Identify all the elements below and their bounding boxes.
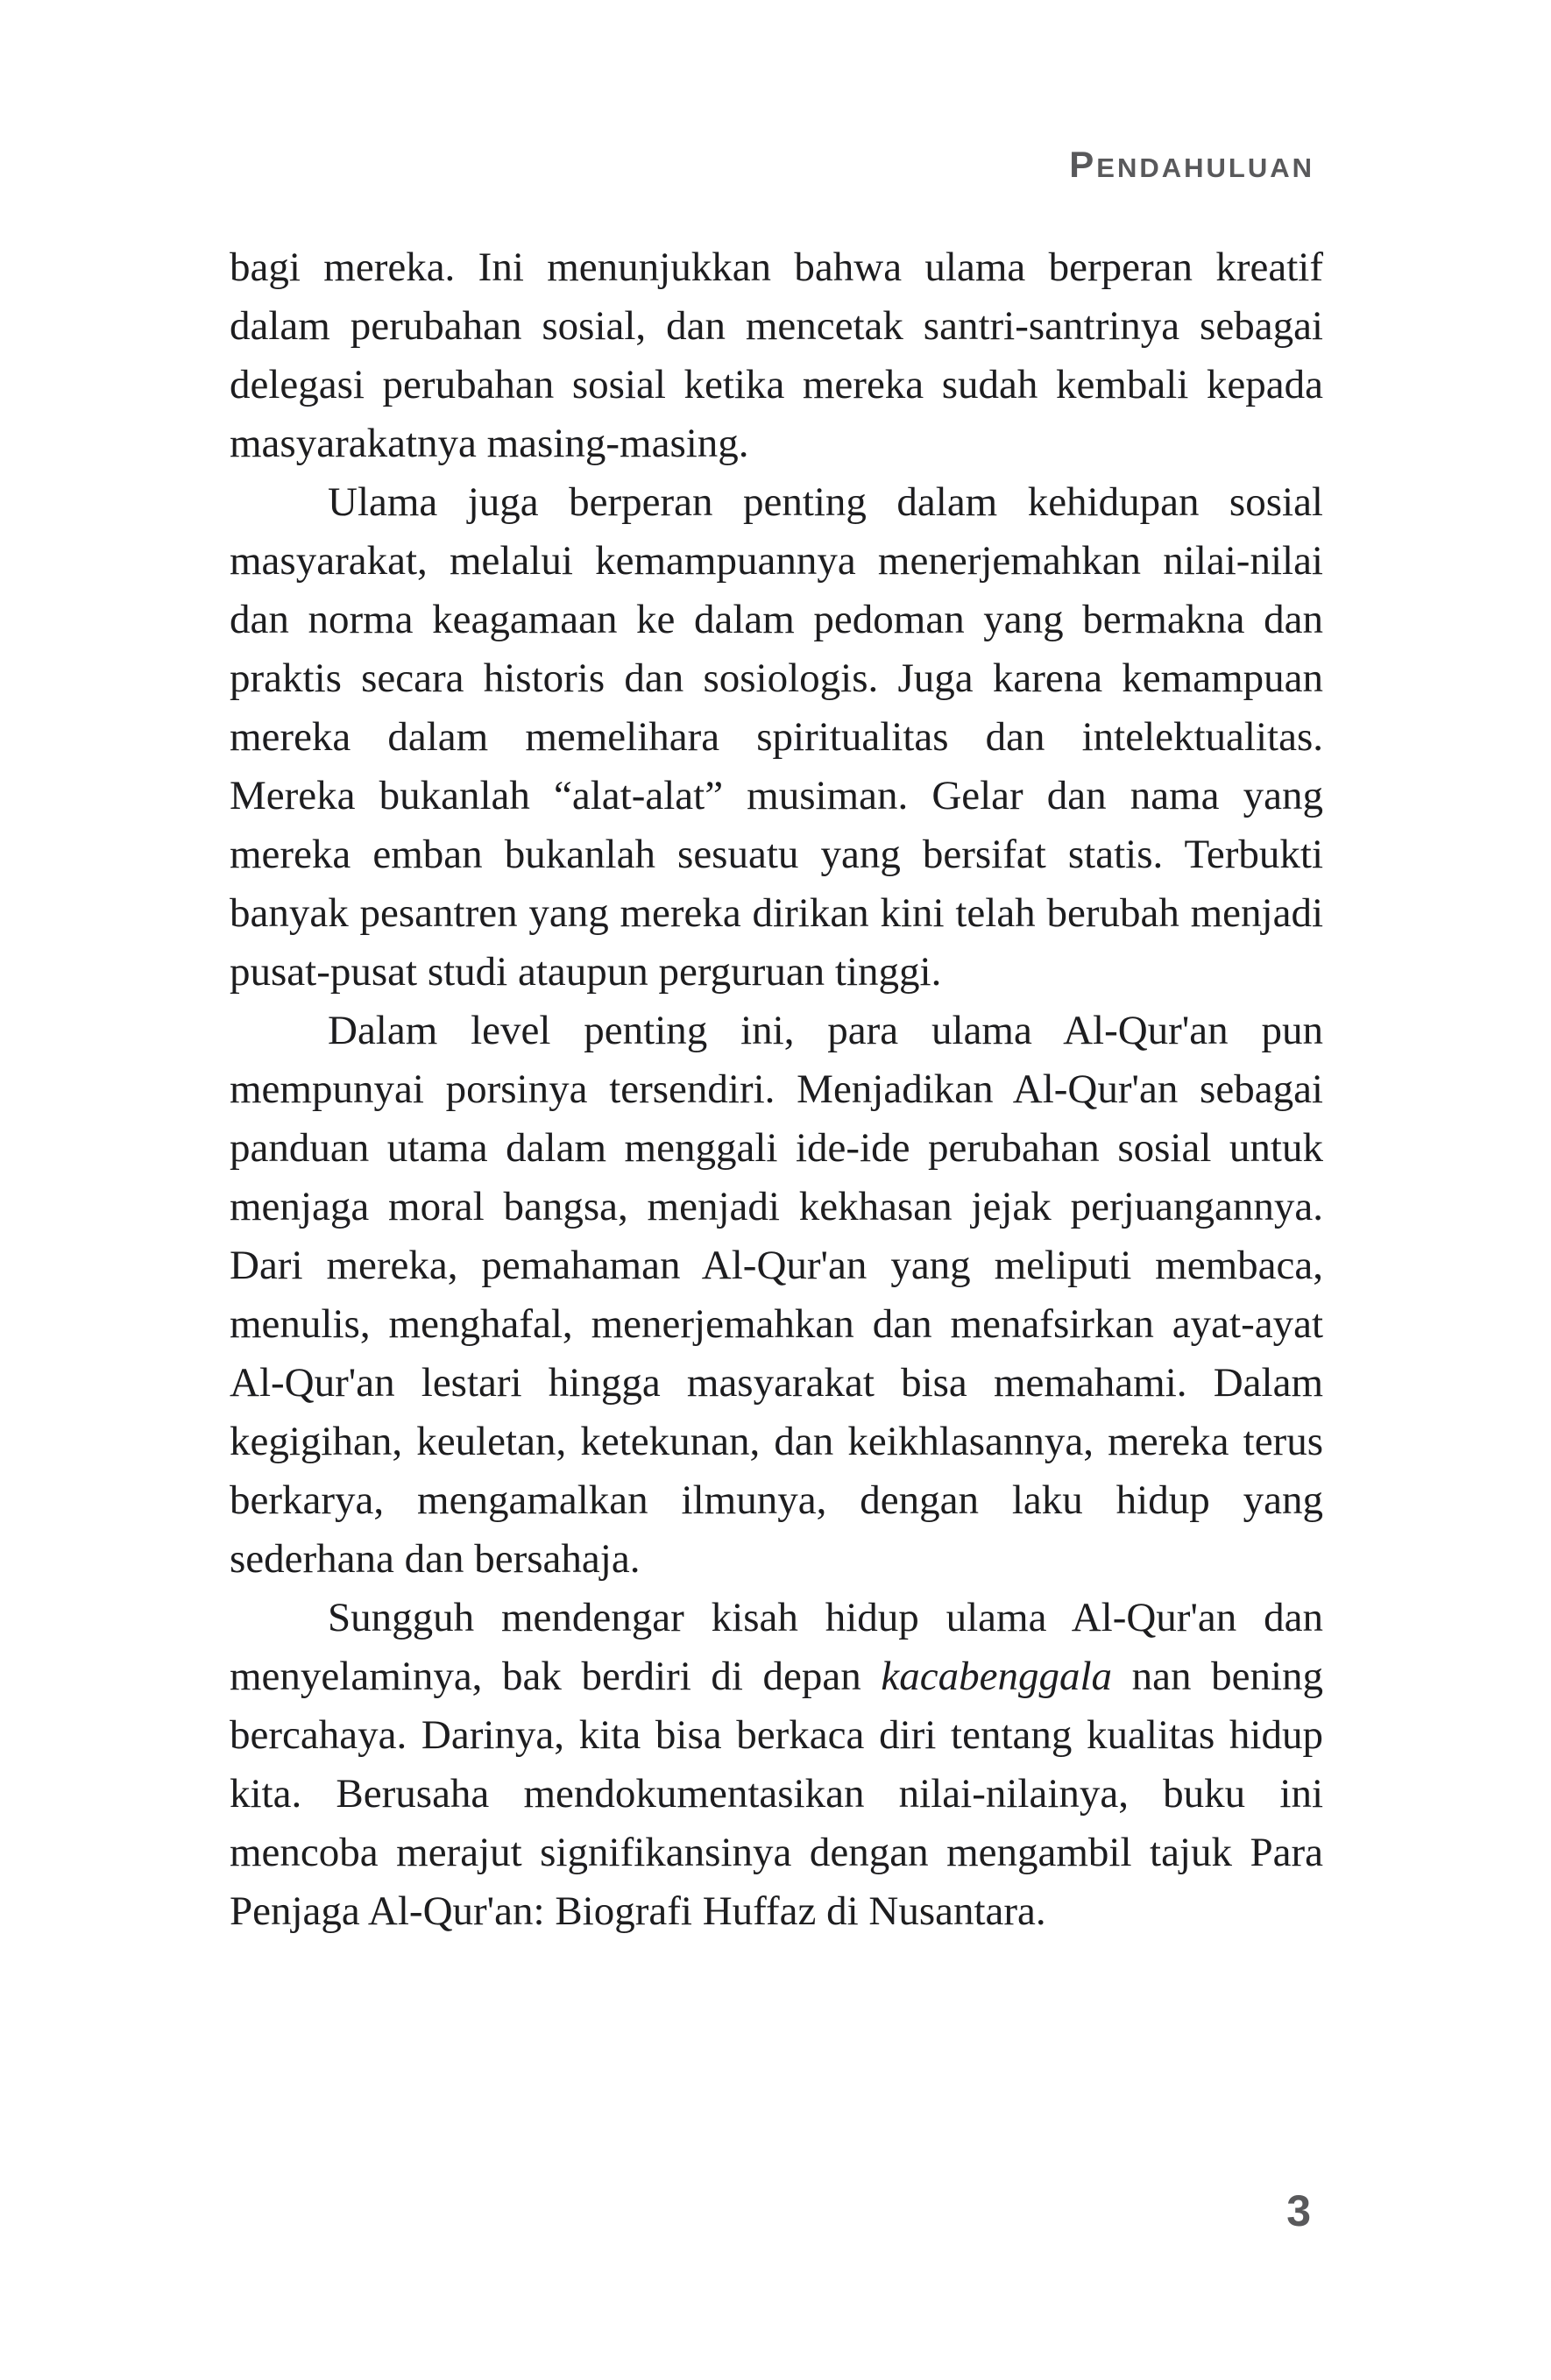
- italic-term: kacabenggala: [881, 1654, 1113, 1699]
- paragraph: [230, 1589, 1323, 1941]
- body-text: [230, 238, 1323, 1941]
- paragraph: Dalam level penting ini, para ulama Al-Qur'an pun mempunyai porsinya tersendiri. Menjadikan Al-Qur'an sebagai panduan utama dalam menggali ide-ide perubahan sosial untuk menjaga moral bangsa, menjadi kekhasan jejak perjuangannya. Dari mereka, pemahaman Al-Qur'an yang meliputi membaca, menulis, menghafal, menerjemahkan dan menafsirkan ayat-ayat Al-Qur'an lestari hingga masyarakat bisa memahami. Dalam kegigihan, keuletan, ketekunan, dan keikhlasannya, mereka terus berkarya, mengamalkan ilmunya, dengan laku hidup yang sederhana dan bersahaja.: [230, 1008, 1323, 1582]
- paragraph-text: Sungguh mendengar kisah hidup ulama Al-Qur'an dan menyelaminya, bak berdiri di depan: [230, 1595, 1323, 1699]
- paragraph: Ulama juga berperan penting dalam kehidupan sosial masyarakat, melalui kemampuannya menerjemahkan nilai-nilai dan norma keagamaan ke dalam pedoman yang bermakna dan praktis secara historis dan sosiologis. Juga karena kemampuan mereka dalam memelihara spiritualitas dan intelektualitas. Mereka bukanlah “alat-alat” musiman. Gelar dan nama yang mereka emban bukanlah sesuatu yang bersifat statis. Terbukti banyak pesantren yang mereka dirikan kini telah berubah menjadi pusat-pusat studi ataupun perguruan tinggi.: [230, 479, 1323, 995]
- running-header: PENDAHULUAN: [1069, 144, 1314, 185]
- page-number: 3: [1286, 2186, 1311, 2235]
- paragraph-text: nan bening bercahaya. Darinya, kita bisa berkaca diri tentang kualitas hidup kita. Berusaha mendokumentasikan nilai-nilainya, buku ini mencoba merajut signifikansinya dengan mengambil tajuk Para Penjaga Al-Qur'an: Biografi Huffaz di Nusantara.: [230, 1654, 1324, 1934]
- paragraph: bagi mereka. Ini menunjukkan bahwa ulama berperan kreatif dalam perubahan sosial, dan mencetak santri-santrinya sebagai delegasi perubahan sosial ketika mereka sudah kembali kepada masyarakatnya masing-masing.: [230, 244, 1323, 466]
